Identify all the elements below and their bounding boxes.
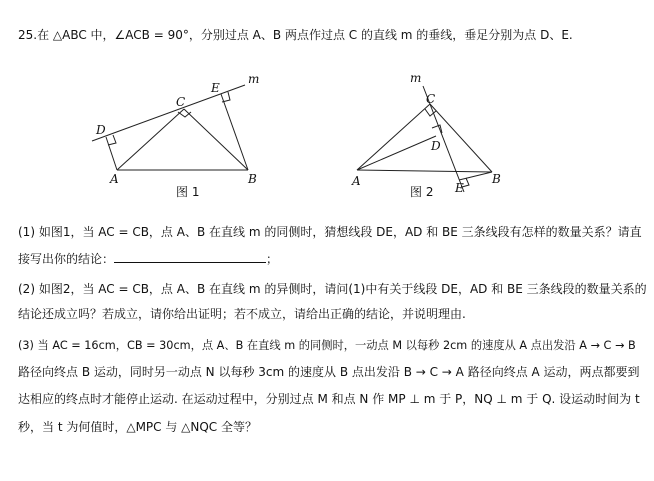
fig1-label-D: D <box>96 123 106 137</box>
question-stem: 25.在 △ABC 中，∠ACB = 90°，分别过点 A、B 两点作过点 C 的直线 m 的垂线，垂足分别为点 D、E. <box>18 28 573 42</box>
fig2-caption: 图 2 <box>410 185 434 199</box>
figure-2-labels <box>351 71 501 199</box>
part-1-prompt: 接写出你的结论： <box>18 252 115 266</box>
fig1-label-C: C <box>176 95 186 109</box>
part-3-line-1: (3) 当 AC = 16cm，CB = 30cm，点 A、B 在直线 m 的同侧时，一动点 M 以每秒 2cm 的速度从 A 点出发沿 A → C → B <box>18 339 636 352</box>
fig2-label-D: D <box>431 139 441 153</box>
figure-1-labels <box>95 72 259 199</box>
fig2-label-E: E <box>455 181 464 195</box>
fig2-label-C: C <box>426 92 436 106</box>
answer-blank-end: ； <box>266 252 279 266</box>
part-3-line-3: 达相应的终点时才能停止运动. 在运动过程中，分别过点 M 和点 N 作 MP ⊥ m 于 P，NQ ⊥ m 于 Q. 设运动时间为 t <box>18 392 640 406</box>
fig1-segment-CB <box>184 109 248 170</box>
fig1-segment-AC <box>117 109 184 170</box>
part-2-line-1: (2) 如图2，当 AC = CB，点 A、B 在直线 m 的异侧时，请问(1)中有关于线段 DE，AD 和 BE 三条线段的数量关系的 <box>18 282 647 296</box>
part-2-line-2: 结论还成立吗？若成立，请你给出证明；若不成立，请给出正确的结论，并说明理由. <box>18 307 466 321</box>
fig1-caption: 图 1 <box>176 185 200 199</box>
fig2-label-m: m <box>410 71 422 85</box>
fig2-segment-CB <box>430 104 492 172</box>
fig1-label-E: E <box>211 81 220 95</box>
fig1-label-m: m <box>248 72 260 86</box>
fig2-label-A: A <box>352 174 361 188</box>
fig1-segment-BE <box>221 94 248 170</box>
part-1-line-2 <box>18 251 278 267</box>
fig2-segment-AB <box>357 170 492 172</box>
part-1-line-1: (1) 如图1，当 AC = CB，点 A、B 在直线 m 的同侧时，猜想线段 DE，AD 和 BE 三条线段有怎样的数量关系？请直 <box>18 225 642 239</box>
fig2-segment-AD <box>357 136 436 170</box>
figure-2 <box>357 86 492 192</box>
figure-1 <box>92 85 248 170</box>
fig2-label-B: B <box>492 172 501 186</box>
fig2-segment-AC <box>357 104 430 170</box>
answer-blank <box>114 251 266 263</box>
fig1-label-B: B <box>248 172 257 186</box>
part-3-line-2: 路径向终点 B 运动，同时另一动点 N 以每秒 3cm 的速度从 B 点出发沿 B → C → A 路径向终点 A 运动，两点都要到 <box>18 365 640 379</box>
fig1-label-A: A <box>110 172 119 186</box>
fig1-line-m <box>92 85 245 141</box>
fig1-right-angle-D <box>108 135 116 145</box>
fig2-segment-BE <box>459 172 492 180</box>
part-3-line-4: 秒，当 t 为何值时，△MPC 与 △NQC 全等？ <box>18 420 258 434</box>
